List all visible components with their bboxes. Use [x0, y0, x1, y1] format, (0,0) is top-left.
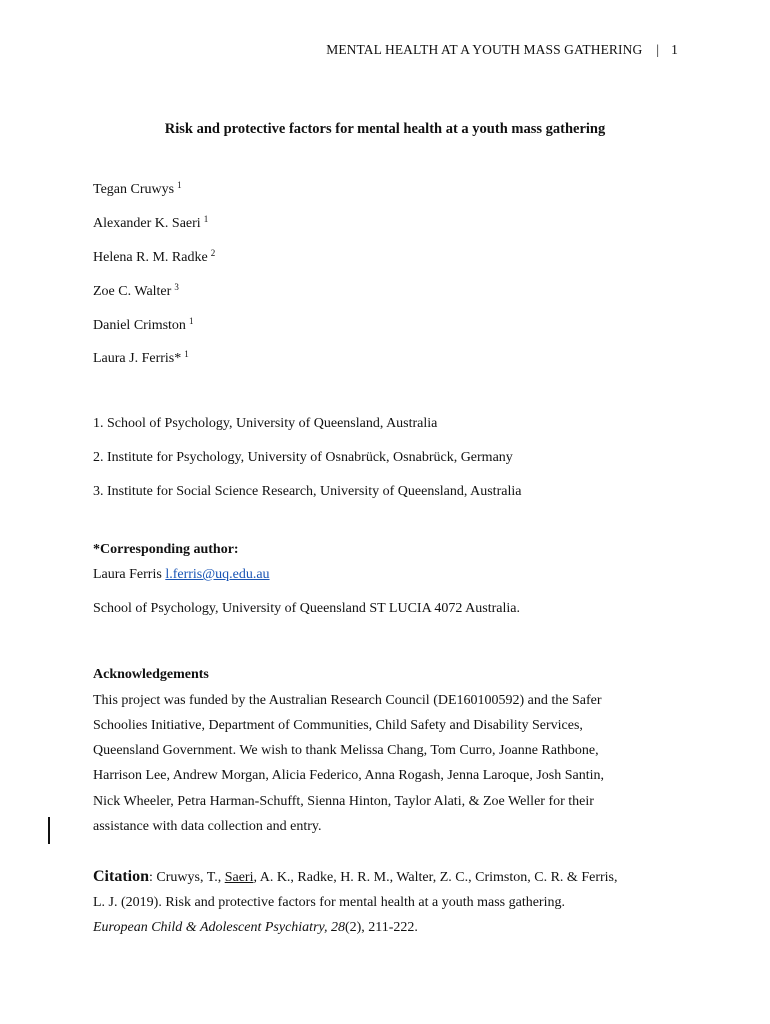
- text-cursor: [48, 817, 50, 844]
- author-name: Alexander K. Saeri: [93, 216, 201, 231]
- journal-issue-pages: (2), 211-222.: [344, 920, 418, 935]
- affiliation-2: 2. Institute for Psychology, University of Osnabrück, Osnabrück, Germany: [93, 450, 513, 465]
- running-title: MENTAL HEALTH AT A YOUTH MASS GATHERING: [326, 42, 643, 57]
- author-affiliation-mark: 2: [210, 248, 216, 258]
- corresponding-address: School of Psychology, University of Queensland ST LUCIA 4072 Australia.: [93, 601, 520, 616]
- journal-name: European Child & Adolescent Psychiatry, 28: [93, 920, 345, 935]
- author-line: [93, 248, 215, 266]
- author-line: [93, 214, 208, 232]
- author-affiliation-mark: 1: [184, 349, 189, 359]
- author-line: [93, 349, 189, 367]
- author-line: [93, 180, 182, 198]
- author-line: [93, 282, 179, 300]
- citation-text: : Cruwys, T.,: [149, 870, 225, 885]
- citation-line-3: [93, 920, 418, 936]
- author-affiliation-mark: 1: [203, 214, 209, 224]
- acknowledgements-line: This project was funded by the Australian Research Council (DE160100592) and the Safer: [93, 693, 602, 708]
- author-name: Zoe C. Walter: [93, 284, 172, 299]
- author-name: Laura J. Ferris*: [93, 351, 182, 366]
- author-name: Daniel Crimston: [93, 318, 186, 333]
- citation-text: , A. K., Radke, H. R. M., Walter, Z. C., Crimston, C. R. & Ferris,: [253, 870, 618, 885]
- corresponding-heading: *Corresponding author:: [93, 542, 239, 557]
- author-line: [93, 316, 193, 334]
- affiliation-3: 3. Institute for Social Science Research, University of Queensland, Australia: [93, 484, 522, 499]
- citation-underlined-name: Saeri: [224, 870, 254, 885]
- author-name: Helena R. M. Radke: [93, 250, 208, 265]
- author-affiliation-mark: 1: [188, 316, 194, 326]
- citation-line-1: [93, 868, 617, 886]
- header-separator: |: [656, 42, 660, 57]
- acknowledgements-line: Queensland Government. We wish to thank Melissa Chang, Tom Curro, Joanne Rathbone,: [93, 743, 599, 758]
- acknowledgements-line: Schoolies Initiative, Department of Communities, Child Safety and Disability Services,: [93, 718, 583, 733]
- corresponding-name: Laura Ferris: [93, 567, 162, 582]
- author-name: Tegan Cruwys: [93, 182, 175, 197]
- citation-line-2: L. J. (2019). Risk and protective factors for mental health at a youth mass gathering.: [93, 895, 565, 910]
- citation-label: Citation: [93, 868, 149, 885]
- page-number: 1: [671, 42, 678, 57]
- acknowledgements-line: assistance with data collection and entry.: [93, 819, 322, 834]
- author-affiliation-mark: 1: [177, 180, 182, 190]
- acknowledgements-line: Harrison Lee, Andrew Morgan, Alicia Federico, Anna Rogash, Jenna Laroque, Josh Santin,: [93, 768, 605, 783]
- corresponding-author-line: [93, 567, 270, 583]
- running-header: [326, 42, 678, 58]
- author-affiliation-mark: 3: [174, 282, 179, 292]
- email-link[interactable]: l.ferris@uq.edu.au: [165, 567, 270, 582]
- acknowledgements-line: Nick Wheeler, Petra Harman-Schufft, Sienna Hinton, Taylor Alati, & Zoe Weller for their: [93, 794, 594, 809]
- affiliation-1: 1. School of Psychology, University of Queensland, Australia: [93, 416, 438, 431]
- paper-title: Risk and protective factors for mental health at a youth mass gathering: [164, 121, 606, 137]
- acknowledgements-heading: Acknowledgements: [93, 667, 209, 682]
